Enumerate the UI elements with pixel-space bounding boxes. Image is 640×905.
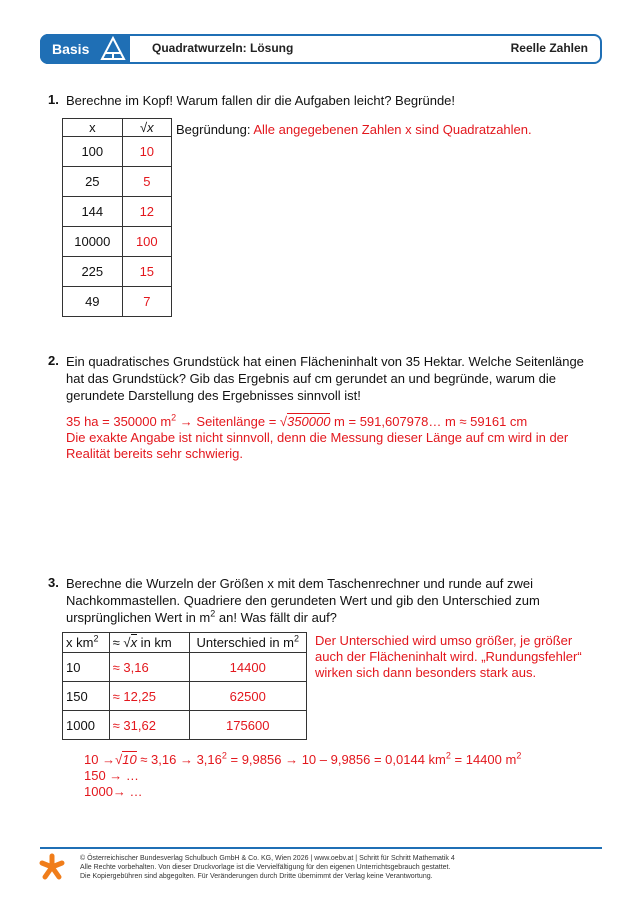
q3-note: Der Unterschied wird umso größer, je größer auch der Flächeninhalt wird. „Rundungsfehler“ wirken sich dann besonders stark aus. <box>315 633 582 680</box>
q3-table: x $km^2$ ≈ √x in km Unterschied in $m^2$ 10 ≈ 3,16 14400 150 ≈ 12,25 62500 1000 ≈ 31,62 175600 <box>62 632 307 740</box>
badge-label: Basis <box>52 41 90 57</box>
table-row: 144 12 <box>63 197 172 227</box>
table-row: 1000 ≈ 31,62 175600 <box>63 711 307 740</box>
table-row: 25 5 <box>63 167 172 197</box>
q3-calculation: $10 \to√10 \approx 3,16 \to 3,16^2 = 9,9856 \to 10 - 9,9856 = 0,0144$ $km^2 = 14400$ $m^2$ 150 → … 1000→ … <box>84 750 522 799</box>
q3-number: 3. <box>48 575 59 590</box>
table-row: 150 ≈ 12,25 62500 <box>63 682 307 711</box>
q2-text: Ein quadratisches Grundstück hat einen Flächeninhalt von 35 Hektar. Welche Seitenlänge hat das Grundstück? Gib das Ergebnis auf cm gerundet an und begründe, warum die gerundete Darstellung des Ergebnisses sinnvoll ist! <box>66 354 584 403</box>
q1-header-sqrt: √x <box>122 119 171 137</box>
q2-answer: 35 ha = 350000 $m^2$ → Seitenlänge = √350000 m = 591,607978… m ≈ 59161 cm Die exakte Angabe ist nicht sinnvoll, denn die Messung dieser Länge auf cm wird in der Realität bereits sehr schwierig. <box>66 412 569 461</box>
q1-number: 1. <box>48 92 59 107</box>
basis-badge <box>40 34 130 64</box>
table-row: 100 10 <box>63 137 172 167</box>
q2-number: 2. <box>48 353 59 368</box>
triangle-logo-icon <box>100 36 126 62</box>
q1-table <box>62 118 172 317</box>
table-row: 10 ≈ 3,16 14400 <box>63 653 307 682</box>
table-row: 49 7 <box>63 287 172 317</box>
chapter-title: Reelle Zahlen <box>510 41 588 55</box>
q1-header-x: x <box>63 119 123 137</box>
footer-divider <box>40 847 602 849</box>
page-header <box>40 34 602 64</box>
q1-text: Berechne im Kopf! Warum fallen dir die Aufgaben leicht? Begründe! <box>66 93 456 108</box>
q3-text: Berechne die Wurzeln der Größen x mit dem Taschenrechner und runde auf zwei Nachkommastellen. Quadriere den gerundeten Wert und gib den Unterschied zum ursprünglichen Wert in $m^2$ an! Was fällt dir auf? <box>66 576 540 625</box>
page-title: Quadratwurzeln: Lösung <box>152 41 294 55</box>
q1-reason: Begründung: Alle angegebenen Zahlen x sind Quadratzahlen. <box>176 122 532 137</box>
footer-text: © Österreichischer Bundesverlag Schulbuch GmbH & Co. KG, Wien 2026 | www.oebv.at | Schritt für Schritt Mathematik 4 Alle Rechte vorbehalten. Von dieser Druckvorlage ist die Vervielfältigung für den eigenen Unterrichtsgebrauch gestattet. Die Kopiergebühren sind abgegolten. Für Veränderungen durch Dritte übernimmt der Verlag keine Verantwortung. <box>80 855 455 880</box>
asterisk-logo-icon <box>38 853 66 881</box>
table-row: 10000 100 <box>63 227 172 257</box>
table-row: 225 15 <box>63 257 172 287</box>
